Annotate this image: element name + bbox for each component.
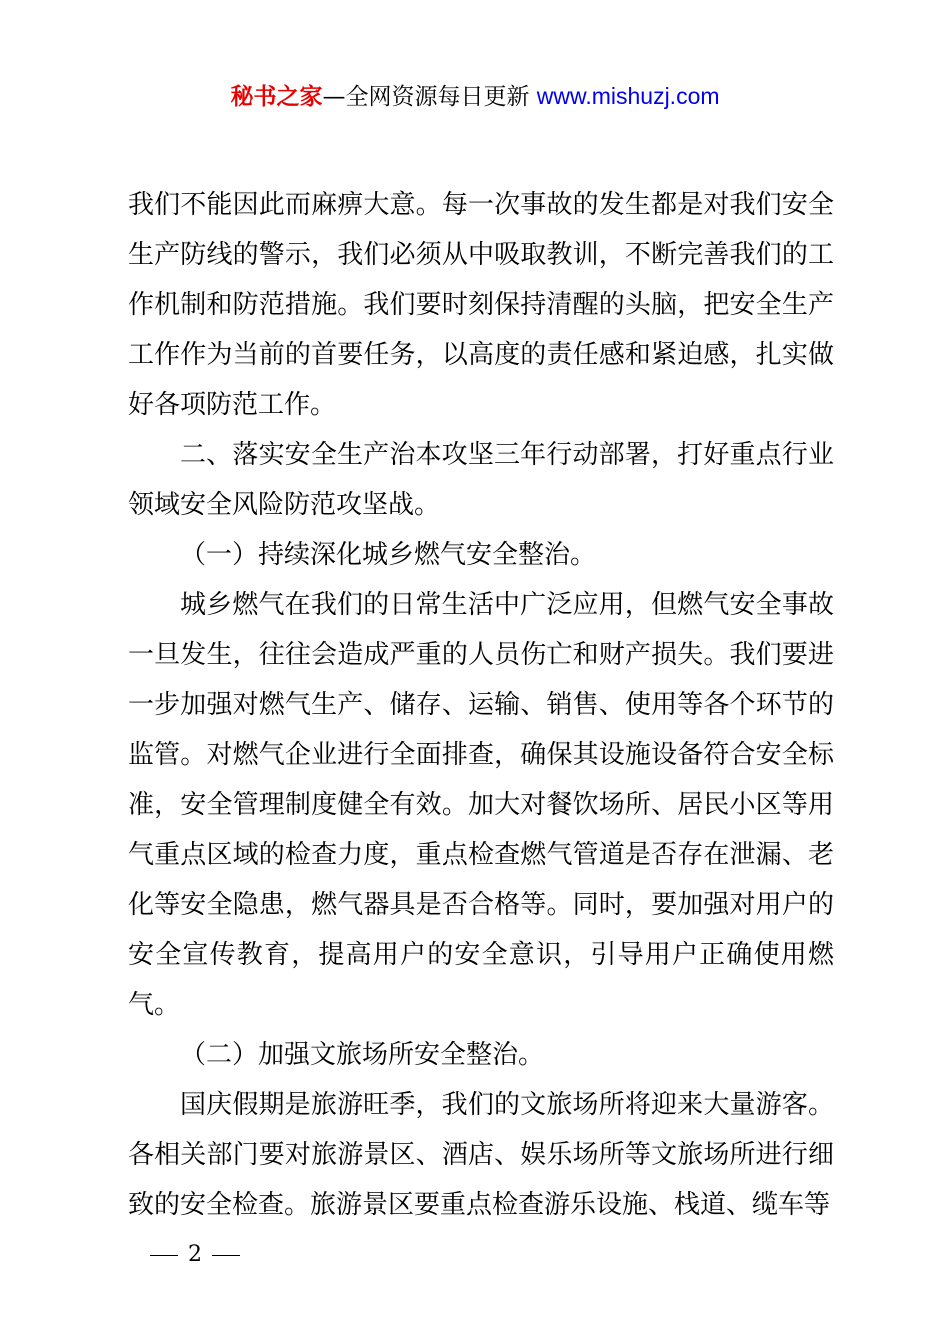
subsection-heading-2: （二）加强文旅场所安全整治。 bbox=[180, 1040, 545, 1070]
paragraph-tourism-safety: 国庆假期是旅游旺季，我们的文旅场所将迎来大量游客。各相关部门要对旅游景区、酒店、娱乐场所等文旅场所进行细致的安全检查。旅游景区要重点检查游乐设施、栈道、缆车等 bbox=[128, 1090, 834, 1220]
paragraph-gas-safety: 城乡燃气在我们的日常生活中广泛应用，但燃气安全事故一旦发生，往往会造成严重的人员伤亡和财产损失。我们要进一步加强对燃气生产、储存、运输、销售、使用等各个环节的监管。对燃气企业进行全面排查，确保其设施设备符合安全标准，安全管理制度健全有效。加大对餐饮场所、居民小区等用气重点区域的检查力度，重点检查燃气管道是否存在泄漏、老化等安全隐患，燃气器具是否合格等。同时，要加强对用户的安全宣传教育，提高用户的安全意识，引导用户正确使用燃气。 bbox=[128, 590, 834, 1020]
section-heading-2: 二、落实安全生产治本攻坚三年行动部署，打好重点行业领域安全风险防范攻坚战。 bbox=[128, 440, 834, 520]
subsection-heading-1: （一）持续深化城乡燃气安全整治。 bbox=[180, 540, 597, 570]
website-link[interactable]: www.mishuzj.com bbox=[536, 83, 720, 109]
paragraph-continuation: 我们不能因此而麻痹大意。每一次事故的发生都是对我们安全生产防线的警示，我们必须从中吸取教训，不断完善我们的工作机制和防范措施。我们要时刻保持清醒的头脑，把安全生产工作作为当前的首要任务，以高度的责任感和紧迫感，扎实做好各项防范工作。 bbox=[128, 190, 834, 420]
page-number: 2 bbox=[188, 1242, 202, 1267]
document-body bbox=[128, 180, 834, 1230]
footer-dash-right bbox=[212, 1255, 240, 1256]
page-header bbox=[0, 80, 950, 113]
header-separator: — bbox=[322, 84, 346, 110]
footer-dash-left bbox=[150, 1255, 178, 1256]
header-tagline: 全网资源每日更新 bbox=[345, 84, 530, 110]
page-footer bbox=[150, 1240, 240, 1270]
brand-name: 秘书之家 bbox=[230, 84, 323, 110]
